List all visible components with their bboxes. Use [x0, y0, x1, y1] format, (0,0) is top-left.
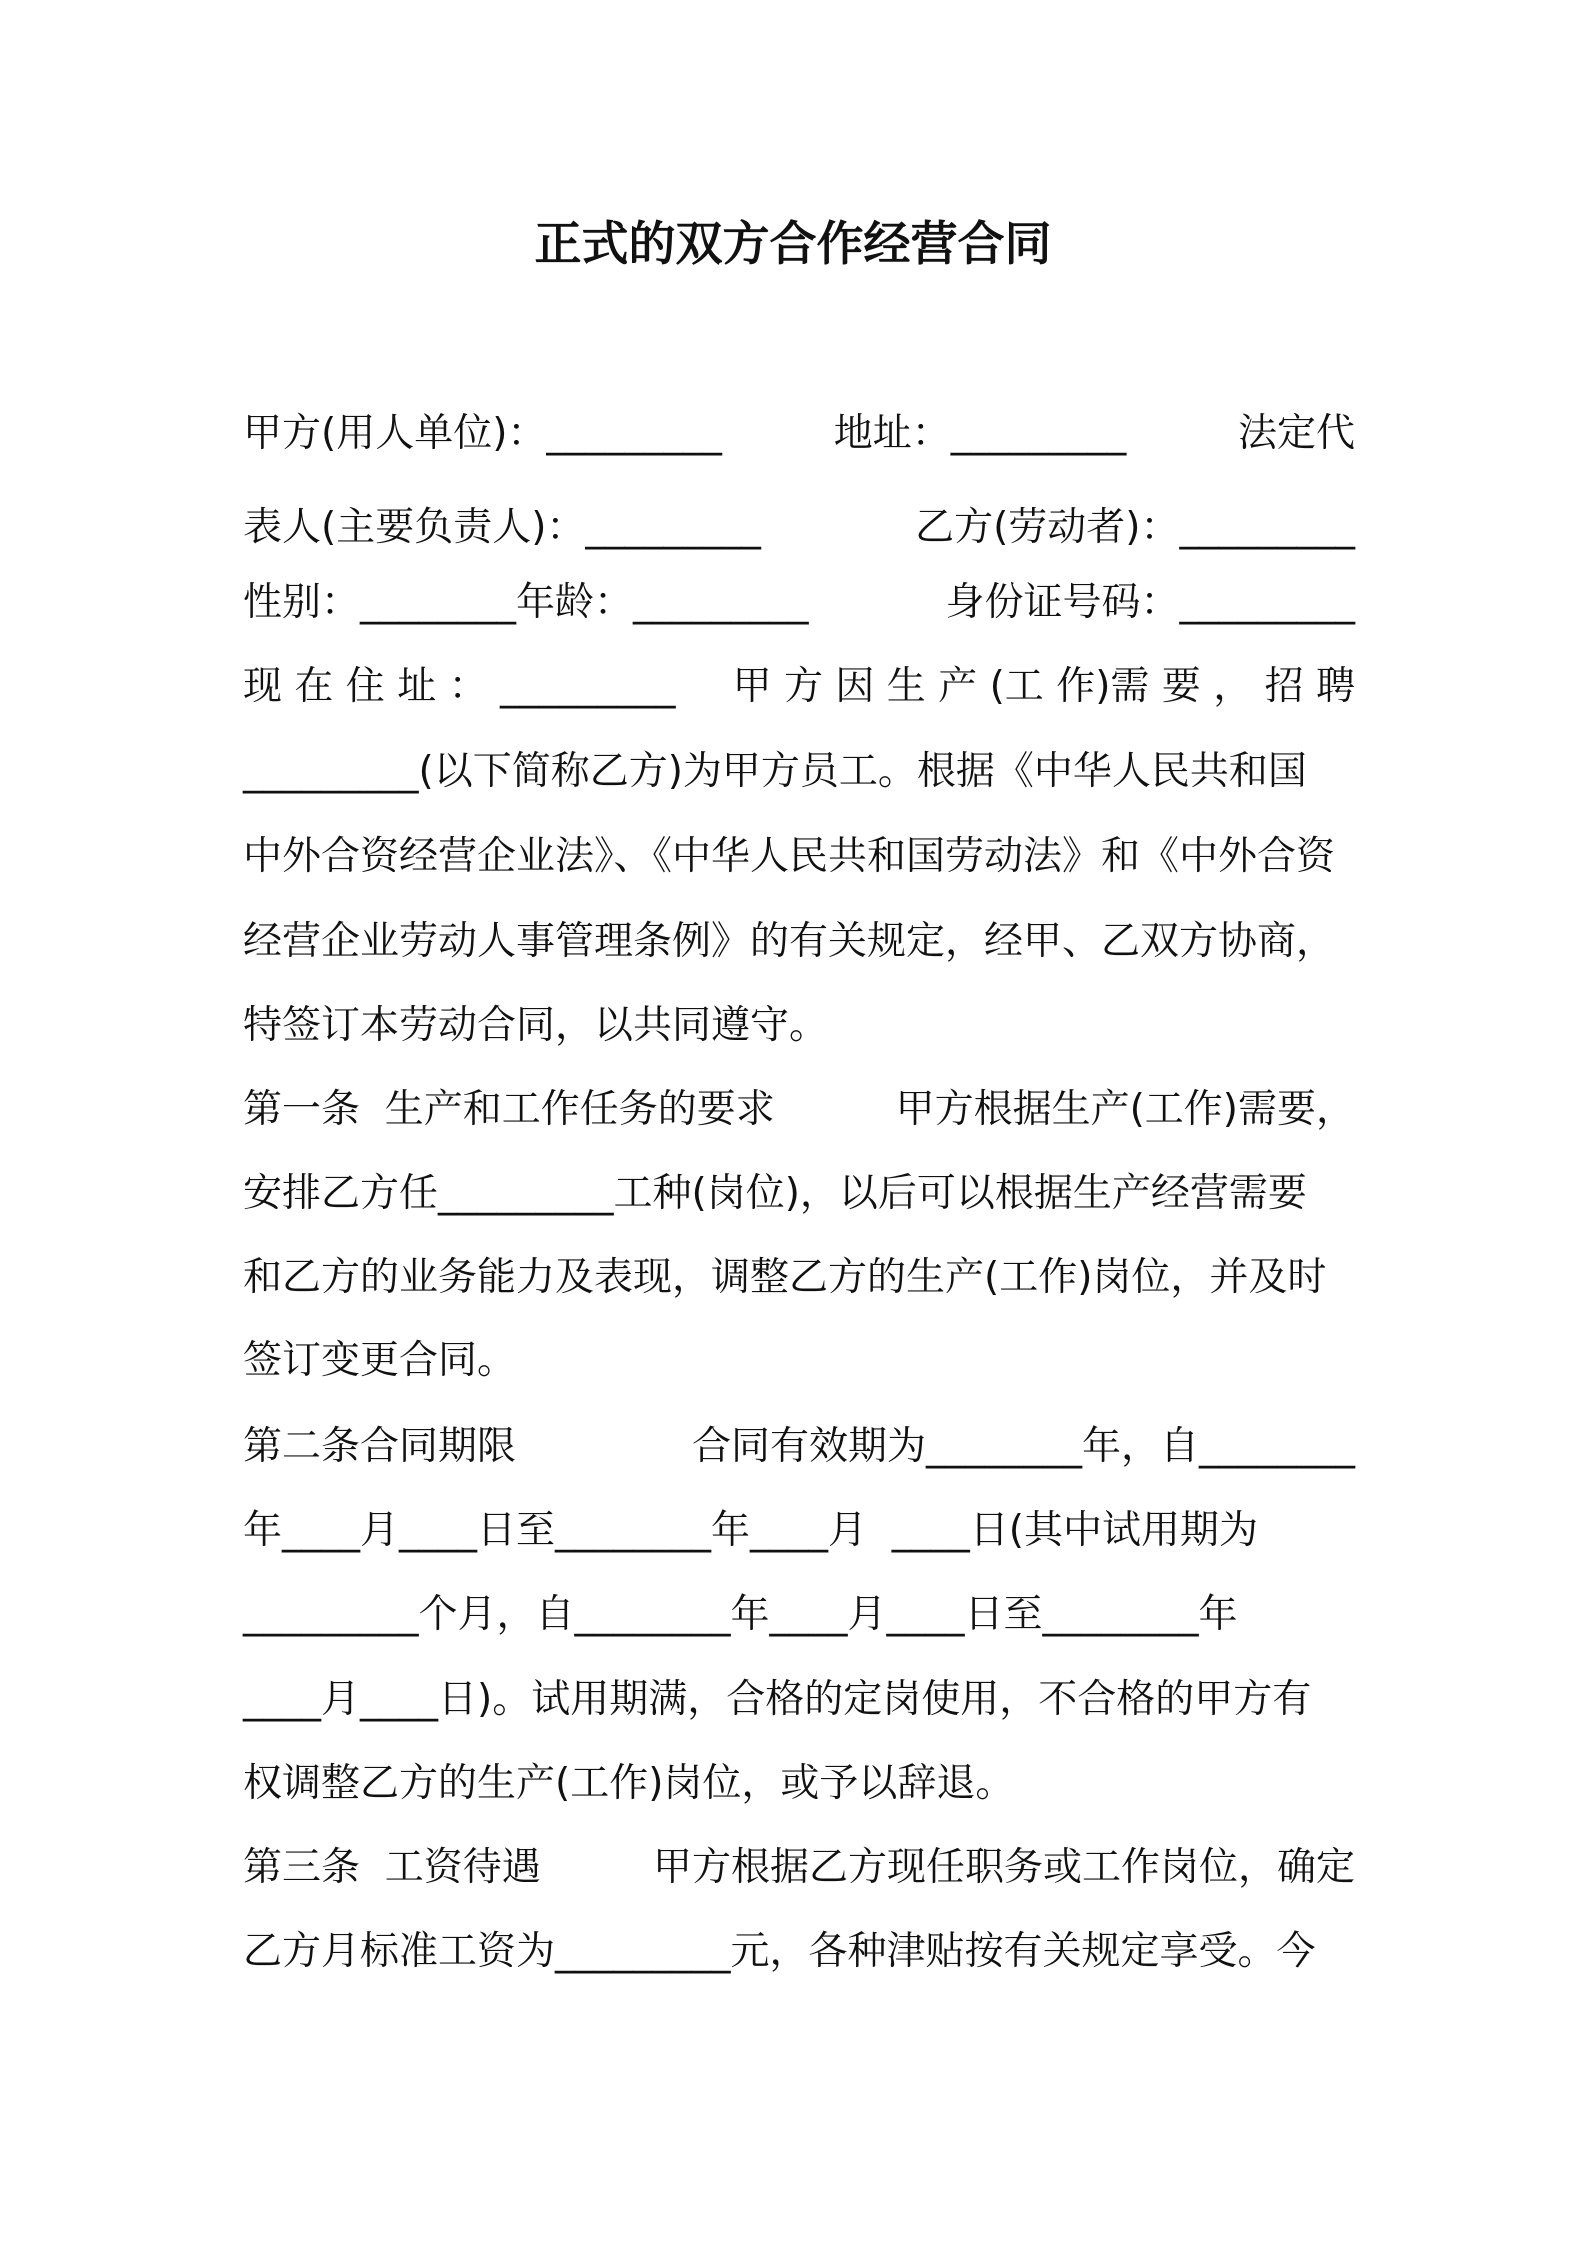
text-line-18	[243, 1838, 1355, 1898]
paragraph-text: _________个月，自________年____月____日至________年	[243, 1592, 1238, 1637]
principal-field: 表人(主要负责人)：_________	[243, 505, 761, 550]
legal-rep-label: 法定代	[1237, 411, 1355, 456]
text-line-17	[243, 1754, 1355, 1814]
recruitment-text: 甲 方 因 生 产 (工 作)需 要 ， 招 聘	[732, 664, 1355, 709]
text-line-11	[243, 1248, 1355, 1308]
article-2-heading: 第二条合同期限	[243, 1424, 517, 1469]
paragraph-text: 特签订本劳动合同，以共同遵守。	[243, 1003, 829, 1048]
text-line-12	[243, 1331, 1355, 1391]
text-line-13	[243, 1417, 1355, 1477]
paragraph-text: 年____月____日至________年____月 ____日(其中试用期为	[243, 1508, 1259, 1553]
current-address-field: 现 在 住 址 ： _________	[243, 664, 676, 709]
text-line-10	[243, 1164, 1355, 1224]
gender-age-field: 性别：________年龄：_________	[243, 580, 809, 625]
text-line-1	[243, 404, 1355, 464]
text-line-3	[243, 573, 1355, 633]
paragraph-text: _________(以下简称乙方)为甲方员工。根据《中华人民共和国	[243, 749, 1307, 794]
text-line-8	[243, 996, 1355, 1056]
text-line-9	[243, 1080, 1355, 1140]
article-1-text: 甲方根据生产(工作)需要，	[895, 1087, 1355, 1132]
address-field: 地址：_________	[833, 411, 1127, 456]
text-line-5	[243, 742, 1355, 802]
text-line-15	[243, 1585, 1355, 1645]
text-line-6	[243, 827, 1355, 887]
text-line-2	[243, 498, 1355, 558]
paragraph-text: 签订变更合同。	[243, 1338, 517, 1383]
id-number-field: 身份证号码：_________	[945, 580, 1355, 625]
paragraph-text: 中外合资经营企业法》、《中华人民共和国劳动法》和《中外合资	[243, 834, 1336, 879]
text-line-19	[243, 1922, 1355, 1982]
paragraph-text: 和乙方的业务能力及表现，调整乙方的生产(工作)岗位，并及时	[243, 1255, 1327, 1300]
paragraph-text: 权调整乙方的生产(工作)岗位，或予以辞退。	[243, 1761, 1015, 1806]
paragraph-text: 经营企业劳动人事管理条例》的有关规定，经甲、乙双方协商，	[243, 919, 1336, 964]
article-1-heading: 第一条 生产和工作任务的要求	[243, 1087, 775, 1132]
paragraph-text: 安排乙方任_________工种(岗位)，以后可以根据生产经营需要	[243, 1171, 1307, 1216]
paragraph-text: 乙方月标准工资为_________元，各种津贴按有关规定享受。今	[243, 1929, 1316, 1974]
party-a-field: 甲方(用人单位)：_________	[243, 411, 722, 456]
party-b-field: 乙方(劳动者)：_________	[915, 505, 1355, 550]
text-line-16	[243, 1670, 1355, 1730]
article-2-text: 合同有效期为________年，自________	[691, 1424, 1355, 1469]
paragraph-text: ____月____日)。试用期满，合格的定岗使用，不合格的甲方有	[243, 1677, 1312, 1722]
text-line-7	[243, 912, 1355, 972]
text-line-4	[243, 657, 1355, 717]
text-line-14	[243, 1501, 1355, 1561]
document-title: 正式的双方合作经营合同	[534, 217, 1052, 272]
article-3-text: 甲方根据乙方现任职务或工作岗位，确定	[652, 1845, 1355, 1890]
article-3-heading: 第三条 工资待遇	[243, 1845, 541, 1890]
